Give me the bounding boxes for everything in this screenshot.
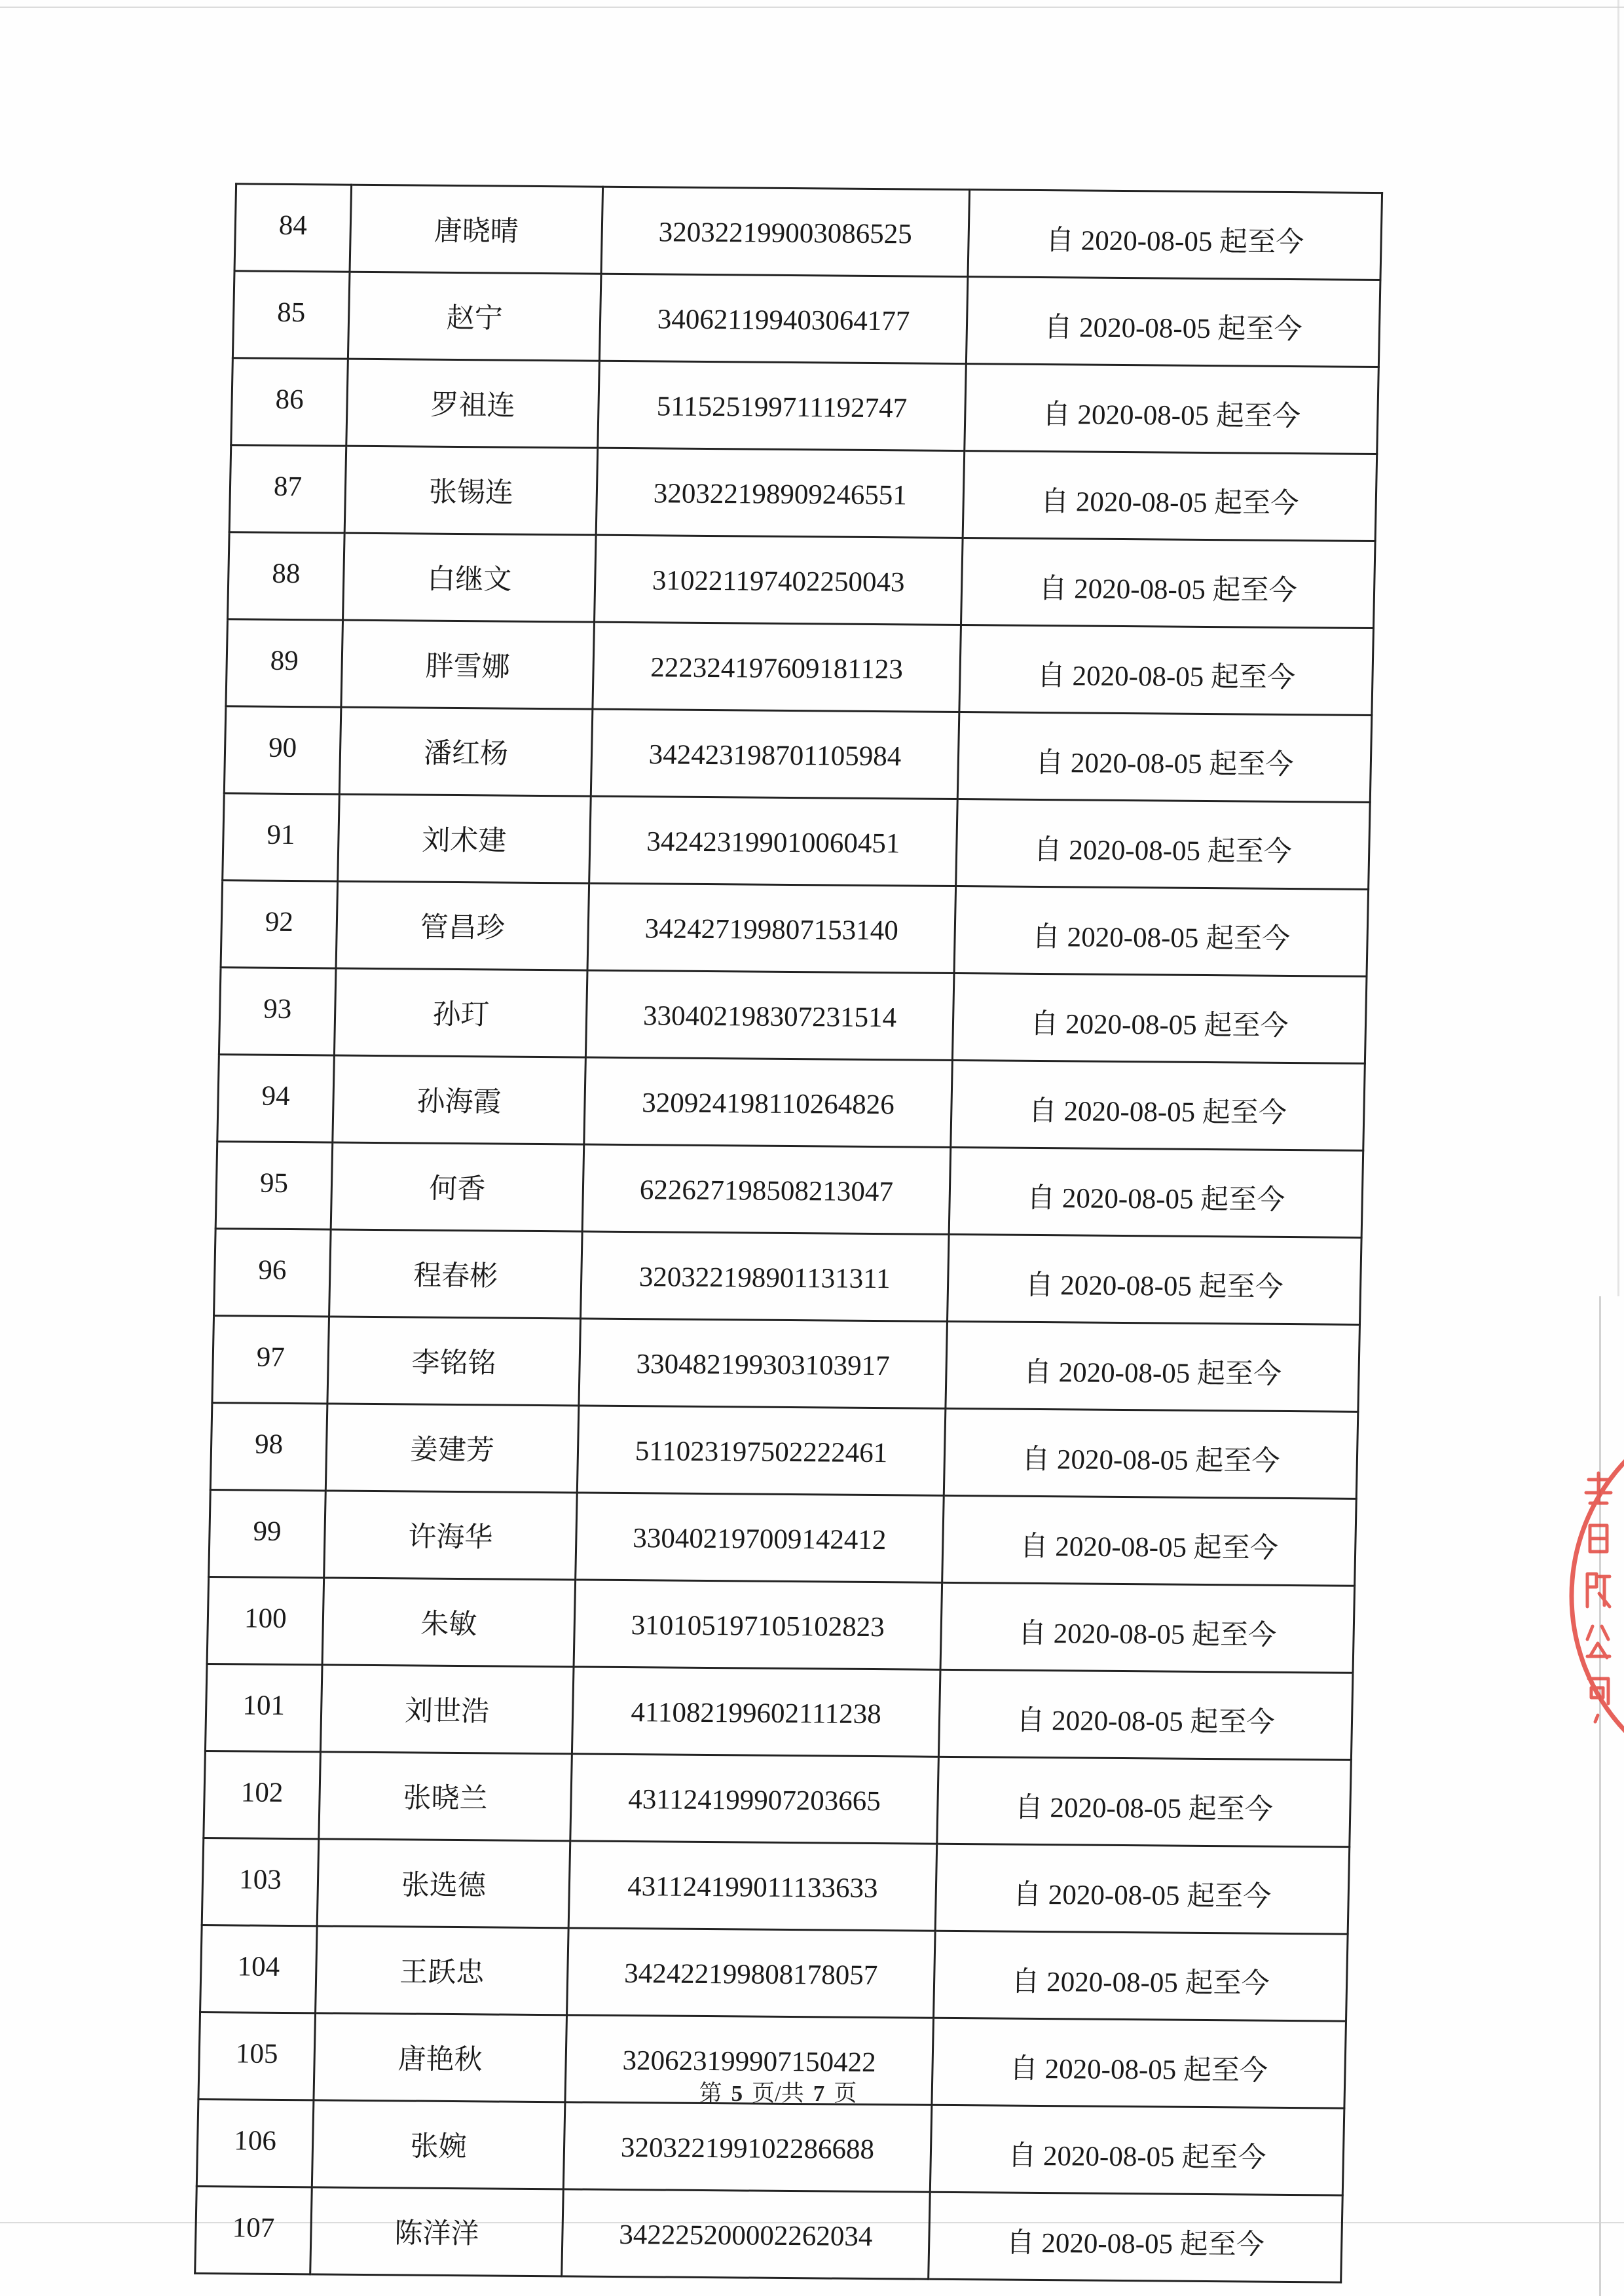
id-number-cell: 330402198307231514 — [585, 970, 954, 1060]
name-cell: 张晓兰 — [319, 1752, 572, 1841]
row-number-cell: 91 — [223, 793, 340, 881]
id-number-cell: 342423198701105984 — [591, 709, 959, 799]
period-cell: 自 2020-08-05 起至今 — [952, 973, 1367, 1063]
row-number-cell: 89 — [226, 619, 343, 707]
table-row — [200, 1925, 1348, 2021]
period-cell: 自 2020-08-05 起至今 — [968, 190, 1382, 280]
period-cell: 自 2020-08-05 起至今 — [930, 2105, 1344, 2195]
id-number-cell: 411082199602111238 — [572, 1667, 940, 1757]
name-cell: 张锡连 — [344, 446, 598, 535]
table-row — [217, 1055, 1365, 1151]
row-number-cell: 97 — [212, 1316, 329, 1404]
row-number-cell: 106 — [196, 2099, 314, 2187]
row-number-cell: 107 — [195, 2186, 312, 2274]
name-cell: 张选德 — [317, 1839, 570, 1928]
table-row — [219, 968, 1367, 1064]
period-cell: 自 2020-08-05 起至今 — [932, 2018, 1346, 2108]
id-number-cell: 342225200002262034 — [562, 2189, 931, 2279]
name-cell: 罗祖连 — [346, 359, 600, 448]
row-number-cell: 95 — [215, 1142, 333, 1230]
period-cell: 自 2020-08-05 起至今 — [942, 1495, 1357, 1586]
id-number-cell: 431124199907203665 — [570, 1754, 939, 1844]
period-cell: 自 2020-08-05 起至今 — [957, 712, 1372, 803]
table-row — [204, 1751, 1352, 1848]
name-cell: 白继文 — [343, 533, 597, 622]
table-row — [210, 1403, 1358, 1499]
id-number-cell: 622627198508213047 — [582, 1144, 951, 1234]
period-cell: 自 2020-08-05 起至今 — [959, 625, 1374, 716]
red-seal-stamp — [1559, 1427, 1624, 1768]
id-number-cell: 320322199102286688 — [563, 2102, 932, 2192]
table-row — [195, 2186, 1343, 2282]
scan-edge-right-upper — [1617, 0, 1619, 1296]
table-row — [234, 184, 1382, 280]
row-number-cell: 86 — [231, 358, 348, 446]
id-number-cell: 330482199303103917 — [579, 1319, 948, 1408]
id-number-cell: 511023197502222461 — [577, 1406, 946, 1495]
id-number-cell: 340621199403064177 — [599, 274, 968, 363]
period-cell: 自 2020-08-05 起至今 — [956, 799, 1371, 889]
row-number-cell: 101 — [205, 1664, 322, 1752]
table-row — [209, 1490, 1357, 1586]
period-cell: 自 2020-08-05 起至今 — [935, 1844, 1350, 1934]
id-number-cell: 342427199807153140 — [587, 883, 956, 973]
row-number-cell: 87 — [229, 445, 346, 533]
table-row — [232, 271, 1380, 367]
id-number-cell: 320924198110264826 — [584, 1057, 953, 1147]
name-cell: 李铭铭 — [327, 1317, 581, 1406]
footer-middle: 页/共 — [752, 2081, 804, 2106]
table-row — [196, 2099, 1344, 2195]
roster-table — [194, 183, 1383, 2283]
table-row — [212, 1316, 1360, 1412]
id-number-cell: 310221197402250043 — [595, 535, 963, 625]
name-cell: 许海华 — [324, 1491, 578, 1580]
table-row — [228, 532, 1376, 629]
name-cell: 管昌珍 — [336, 881, 589, 970]
name-cell: 何香 — [331, 1142, 584, 1231]
id-number-cell: 222324197609181123 — [593, 622, 961, 712]
name-cell: 朱敏 — [322, 1578, 576, 1667]
row-number-cell: 100 — [207, 1577, 324, 1665]
id-number-cell: 310105197105102823 — [574, 1580, 942, 1669]
period-cell: 自 2020-08-05 起至今 — [949, 1147, 1363, 1237]
name-cell: 孙海霞 — [333, 1055, 586, 1144]
name-cell: 赵宁 — [348, 272, 601, 361]
row-number-cell: 104 — [200, 1925, 318, 2013]
period-cell: 自 2020-08-05 起至今 — [929, 2192, 1343, 2282]
name-cell: 陈洋洋 — [310, 2187, 564, 2276]
period-cell: 自 2020-08-05 起至今 — [951, 1060, 1365, 1150]
row-number-cell: 98 — [210, 1403, 327, 1491]
table-row — [202, 1838, 1350, 1935]
row-number-cell: 105 — [198, 2012, 316, 2100]
row-number-cell: 99 — [209, 1490, 326, 1578]
period-cell: 自 2020-08-05 起至今 — [954, 886, 1369, 976]
row-number-cell: 85 — [232, 271, 350, 359]
name-cell: 张婉 — [312, 2100, 565, 2189]
id-number-cell: 511525199711192747 — [598, 361, 967, 450]
name-cell: 潘红杨 — [339, 707, 593, 796]
footer-prefix: 第 — [699, 2081, 722, 2106]
period-cell: 自 2020-08-05 起至今 — [966, 277, 1380, 367]
table-row — [221, 881, 1369, 977]
id-number-cell: 320322198909246551 — [596, 448, 965, 538]
footer-suffix: 页 — [834, 2081, 857, 2106]
name-cell: 王跃忠 — [316, 1926, 569, 2015]
table-row — [231, 358, 1379, 454]
id-number-cell: 342423199010060451 — [589, 796, 958, 886]
table-row — [205, 1664, 1353, 1760]
name-cell: 唐晓晴 — [350, 185, 603, 274]
name-cell: 刘术建 — [338, 794, 591, 883]
period-cell: 自 2020-08-05 起至今 — [963, 451, 1377, 541]
name-cell: 姜建芳 — [325, 1404, 579, 1493]
table-row — [215, 1142, 1363, 1238]
page-footer — [655, 2075, 901, 2108]
name-cell: 刘世浩 — [320, 1665, 574, 1754]
id-number-cell: 320322198901131311 — [581, 1231, 950, 1321]
table-row — [226, 619, 1374, 716]
row-number-cell: 90 — [224, 706, 341, 794]
name-cell: 胖雪娜 — [341, 620, 595, 709]
period-cell: 自 2020-08-05 起至今 — [938, 1669, 1353, 1760]
total-page-count: 7 — [813, 2081, 825, 2106]
current-page-number: 5 — [731, 2081, 743, 2106]
period-cell: 自 2020-08-05 起至今 — [961, 538, 1375, 629]
id-number-cell: 320322199003086525 — [601, 187, 970, 276]
row-number-cell: 103 — [202, 1838, 319, 1926]
table-row — [224, 706, 1372, 803]
row-number-cell: 92 — [221, 881, 338, 968]
name-cell: 唐艳秋 — [314, 2013, 567, 2102]
id-number-cell: 330402197009142412 — [576, 1493, 944, 1582]
period-cell: 自 2020-08-05 起至今 — [965, 364, 1379, 454]
id-number-cell: 320623199907150422 — [565, 2015, 934, 2105]
roster-table-body — [195, 184, 1382, 2282]
period-cell: 自 2020-08-05 起至今 — [940, 1582, 1355, 1673]
period-cell: 自 2020-08-05 起至今 — [944, 1408, 1358, 1499]
table-row — [229, 445, 1377, 541]
row-number-cell: 102 — [204, 1751, 321, 1839]
period-cell: 自 2020-08-05 起至今 — [948, 1234, 1362, 1324]
row-number-cell: 96 — [214, 1229, 331, 1317]
row-number-cell: 84 — [234, 184, 352, 272]
table-row — [214, 1229, 1362, 1325]
period-cell: 自 2020-08-05 起至今 — [946, 1321, 1360, 1412]
period-cell: 自 2020-08-05 起至今 — [937, 1757, 1352, 1847]
name-cell: 程春彬 — [329, 1230, 583, 1319]
row-number-cell: 94 — [217, 1055, 335, 1142]
id-number-cell: 342422199808178057 — [567, 1928, 936, 2018]
scan-edge-top — [0, 7, 1624, 8]
period-cell: 自 2020-08-05 起至今 — [934, 1931, 1348, 2021]
seal-graphic — [1559, 1427, 1624, 1768]
row-number-cell: 88 — [228, 532, 345, 620]
table-row — [207, 1577, 1355, 1673]
id-number-cell: 431124199011133633 — [568, 1841, 937, 1931]
name-cell: 孙玎 — [334, 968, 587, 1057]
table-row — [223, 793, 1371, 890]
row-number-cell: 93 — [219, 968, 336, 1055]
